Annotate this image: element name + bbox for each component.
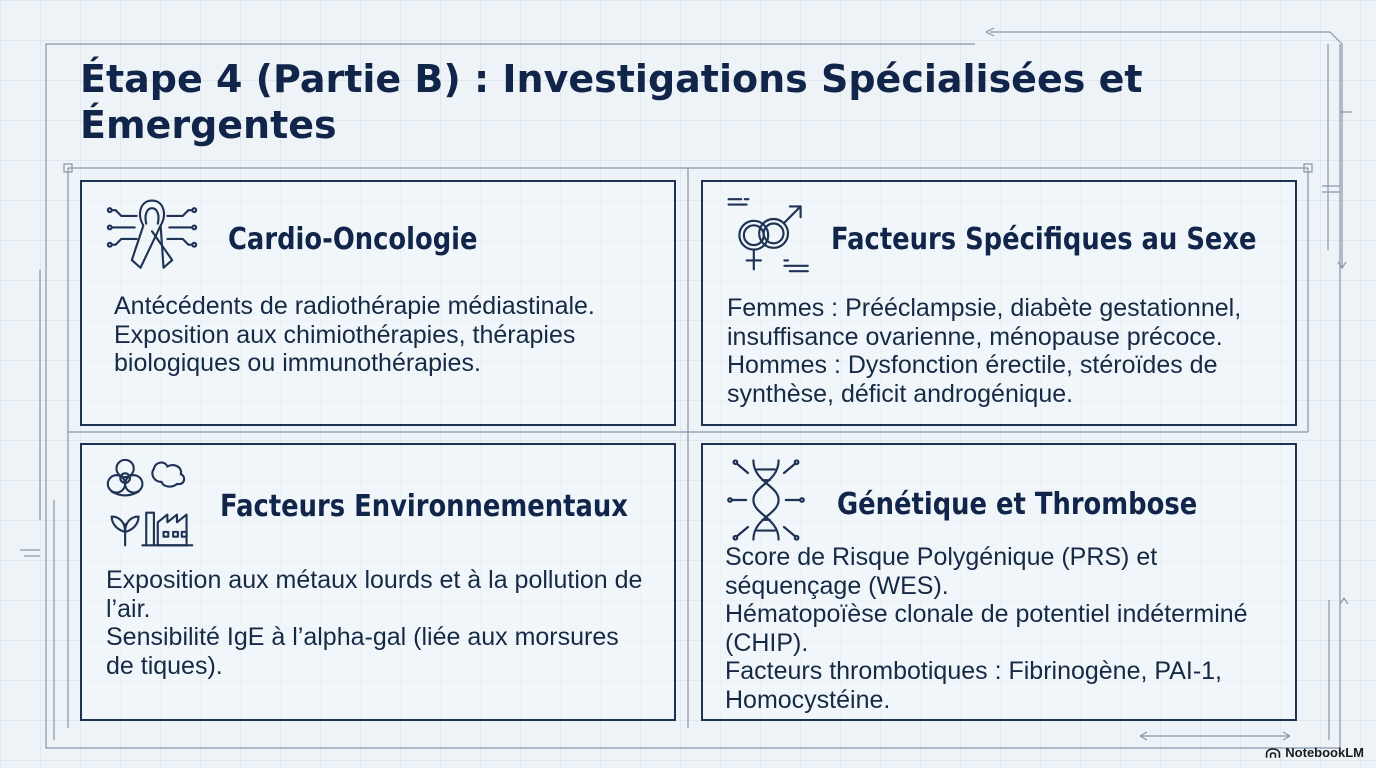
card-line: Antécédents de radiothérapie médiastinale. [114,292,595,320]
card-body [725,543,1290,714]
card-body [727,294,1267,408]
card-body [106,566,651,680]
card-line: Score de Risque Polygénique (PRS) et séquençage (WES). [725,543,1158,600]
card-body [114,292,634,378]
card-heading: Génétique et Thrombose [837,487,1198,522]
ribbon-circuit-icon [104,194,200,282]
card-line: Hommes : Dysfonction érectile, stéroïdes de synthèse, déficit androgénique. [727,351,1218,408]
card-line: Sensibilité IgE à l’alpha-gal (liée aux morsures de tiques). [106,623,619,680]
card-line: Exposition aux métaux lourds et à la pollution de l’air. [106,566,643,623]
card-line: Hématopoïèse clonale de potentiel indéterminé (CHIP). [725,600,1248,657]
page-title: Étape 4 (Partie B) : Investigations Spécialisées et Émergentes [80,57,1143,147]
notebooklm-logo-icon [1265,747,1281,759]
brand-watermark [1265,745,1364,760]
card-facteurs-sexe [701,180,1297,426]
dna-icon [721,455,811,545]
card-line: Facteurs thrombotiques : Fibrinogène, PAI-1, Homocystéine. [725,657,1222,714]
card-heading: Facteurs Environnementaux [220,489,628,524]
card-facteurs-environnementaux [80,443,676,721]
biohazard-factory-icon [104,457,200,553]
card-line: Exposition aux chimiothérapies, thérapies biologiques ou immunothérapies. [114,320,576,377]
card-heading: Facteurs Spécifiques au Sexe [831,222,1257,257]
gender-symbols-icon [725,192,815,282]
card-genetique-thrombose [701,443,1297,721]
card-cardio-oncologie [80,180,676,426]
card-heading: Cardio-Oncologie [228,222,478,257]
brand-name: NotebookLM [1285,745,1364,760]
card-line: Femmes : Prééclampsie, diabète gestationnel, insuffisance ovarienne, ménopause précoce. [727,294,1242,351]
